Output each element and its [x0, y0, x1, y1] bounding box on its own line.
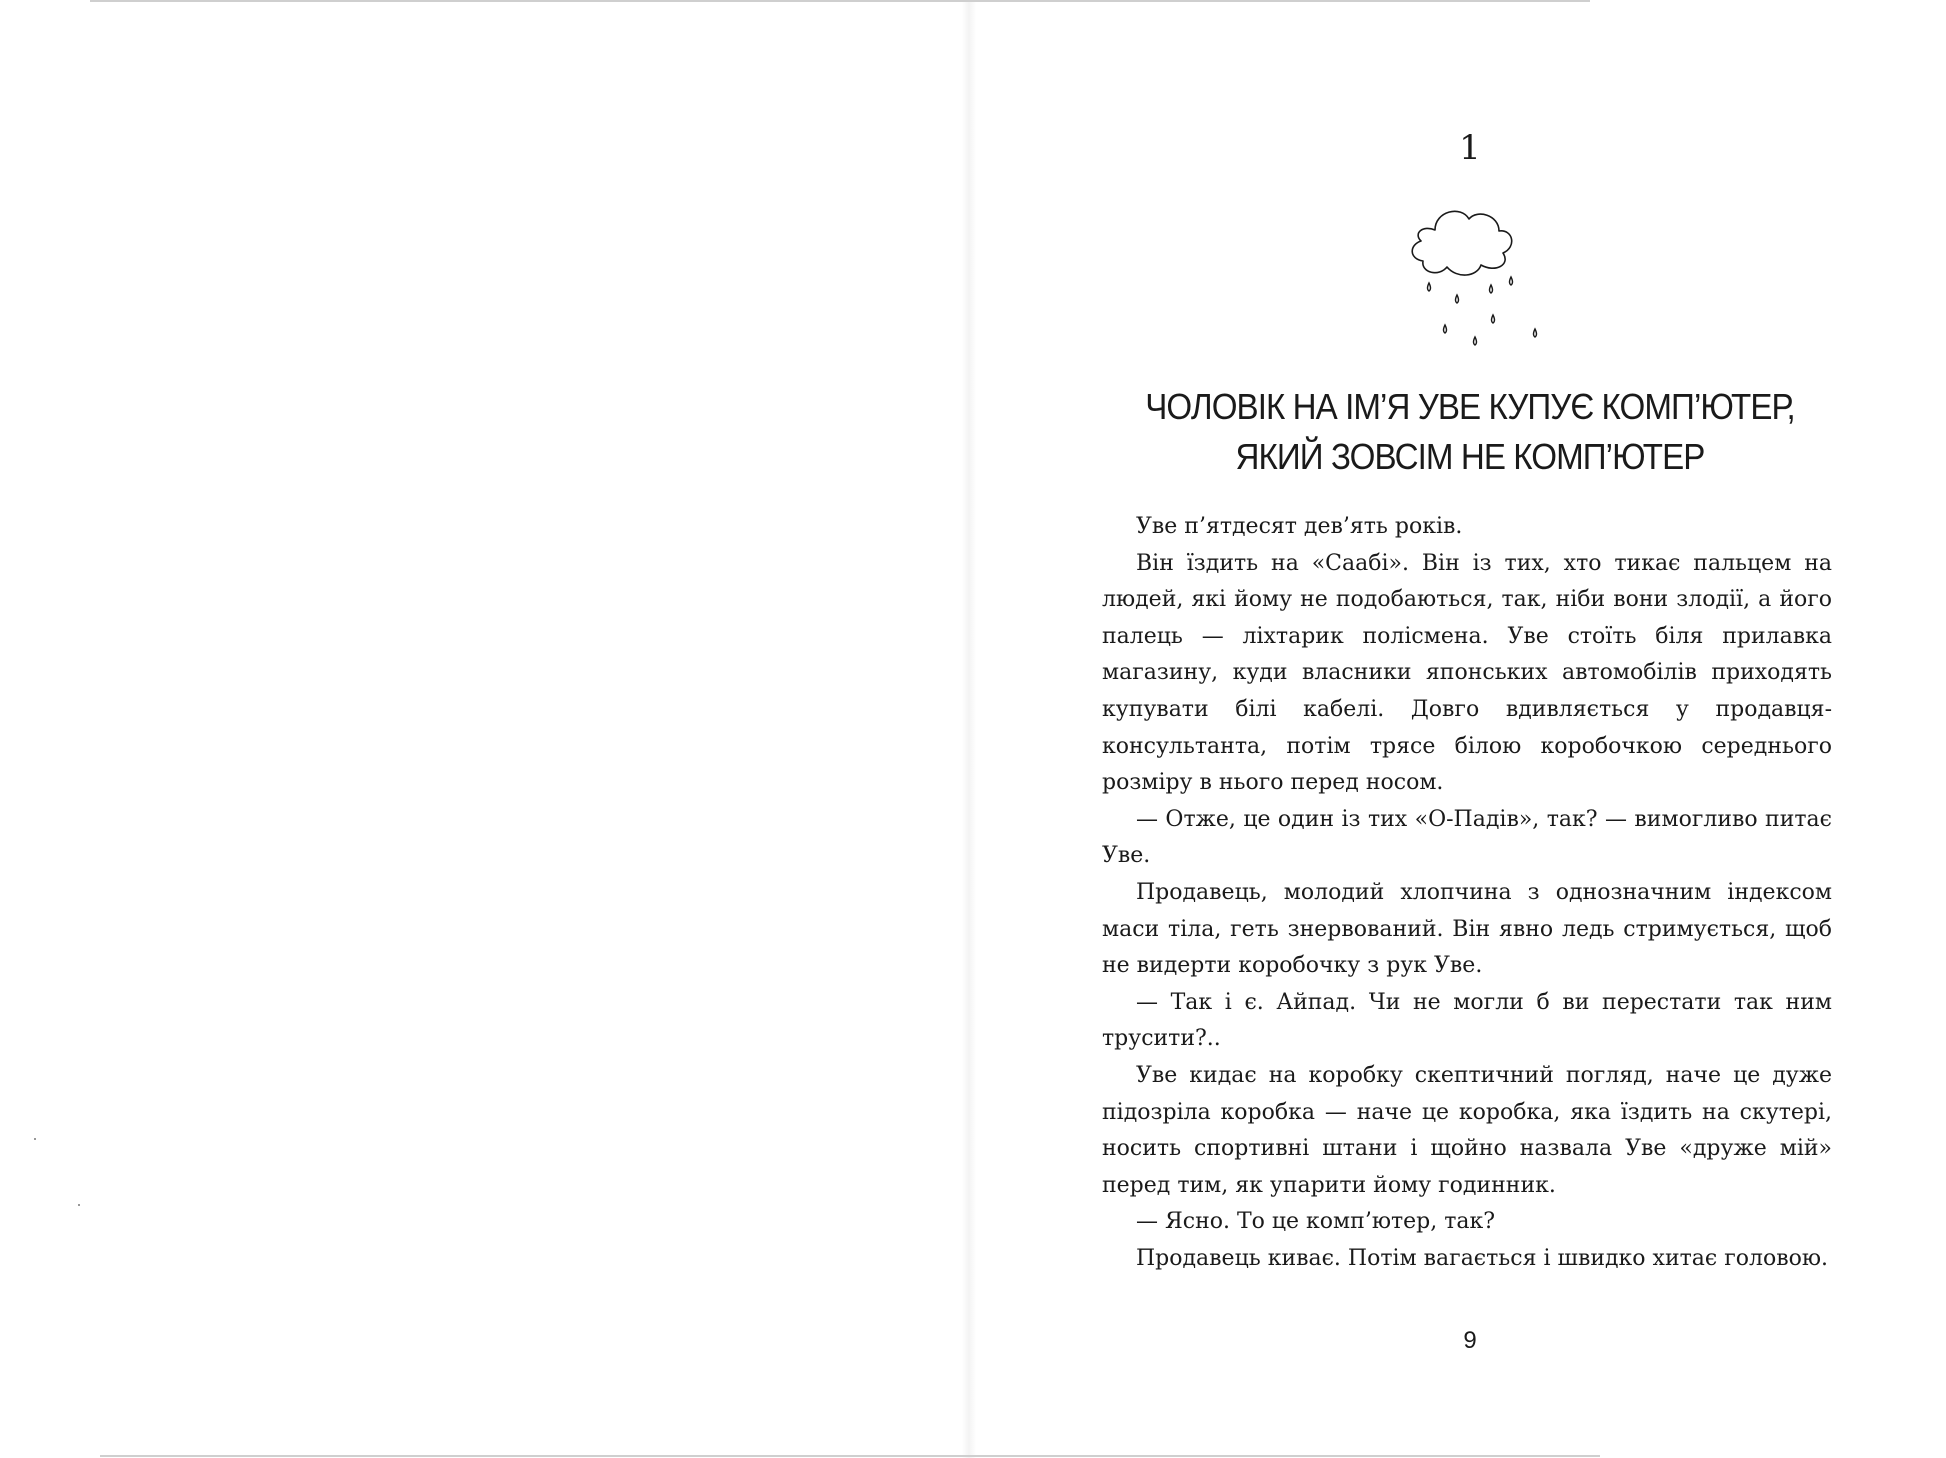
scan-speck [78, 1204, 80, 1206]
chapter-title [1111, 382, 1829, 482]
page-edge-top [90, 0, 1590, 2]
body-text [1102, 509, 1832, 1277]
left-blank-page [0, 0, 968, 1458]
paragraph: — Так і є. Айпад. Чи не могли б ви перестати так ним трусити?.. [1102, 989, 1832, 1052]
paragraph: — Отже, це один із тих «О-Падів», так? — вимогливо питає Уве. [1102, 806, 1832, 869]
page-edge-bottom [100, 1455, 1600, 1457]
chapter-title-line-1: ЧОЛОВІК НА ІМ’Я УВЕ КУПУЄ КОМП’ЮТЕР, [1145, 386, 1795, 427]
paragraph: Він їздить на «Саабі». Він із тих, хто тикає пальцем на людей, які йому не подобаються, так, ніби вони злодії, а його палець — ліхтарик полісмена. Уве стоїть біля прилавка магазину, куди власники японських автомобілів приходять купувати білі кабелі. Довго вдивляється у продавця-консультанта, потім трясе білою коробочкою середнього розміру в нього перед носом. [1102, 550, 1832, 796]
paragraph: Продавець киває. Потім вагається і швидко хитає головою. [1136, 1245, 1828, 1271]
paragraph: Уве п’ятдесят дев’ять років. [1136, 514, 1463, 539]
chapter-number: 1 [1459, 128, 1481, 168]
chapter-title-line-2: ЯКИЙ ЗОВСІМ НЕ КОМП’ЮТЕР [1235, 436, 1705, 477]
paragraph: Уве кидає на коробку скептичний погляд, наче це дуже підозріла коробка — наче це коробка, яка їздить на скутері, носить спортивні штани і щойно назвала Уве «друже мій» перед тим, як упарити йому годинник. [1102, 1062, 1832, 1198]
book-gutter [962, 0, 976, 1458]
rain-cloud-icon [1395, 185, 1545, 350]
scan-speck [34, 1138, 36, 1140]
paragraph: — Ясно. То це комп’ютер, так? [1136, 1209, 1496, 1235]
paragraph: Продавець, молодий хлопчина з однозначним індексом маси тіла, геть знервований. Він явно ледь стримується, щоб не видерти коробочку з рук Уве. [1102, 879, 1832, 979]
page-number: 9 [1463, 1327, 1477, 1354]
